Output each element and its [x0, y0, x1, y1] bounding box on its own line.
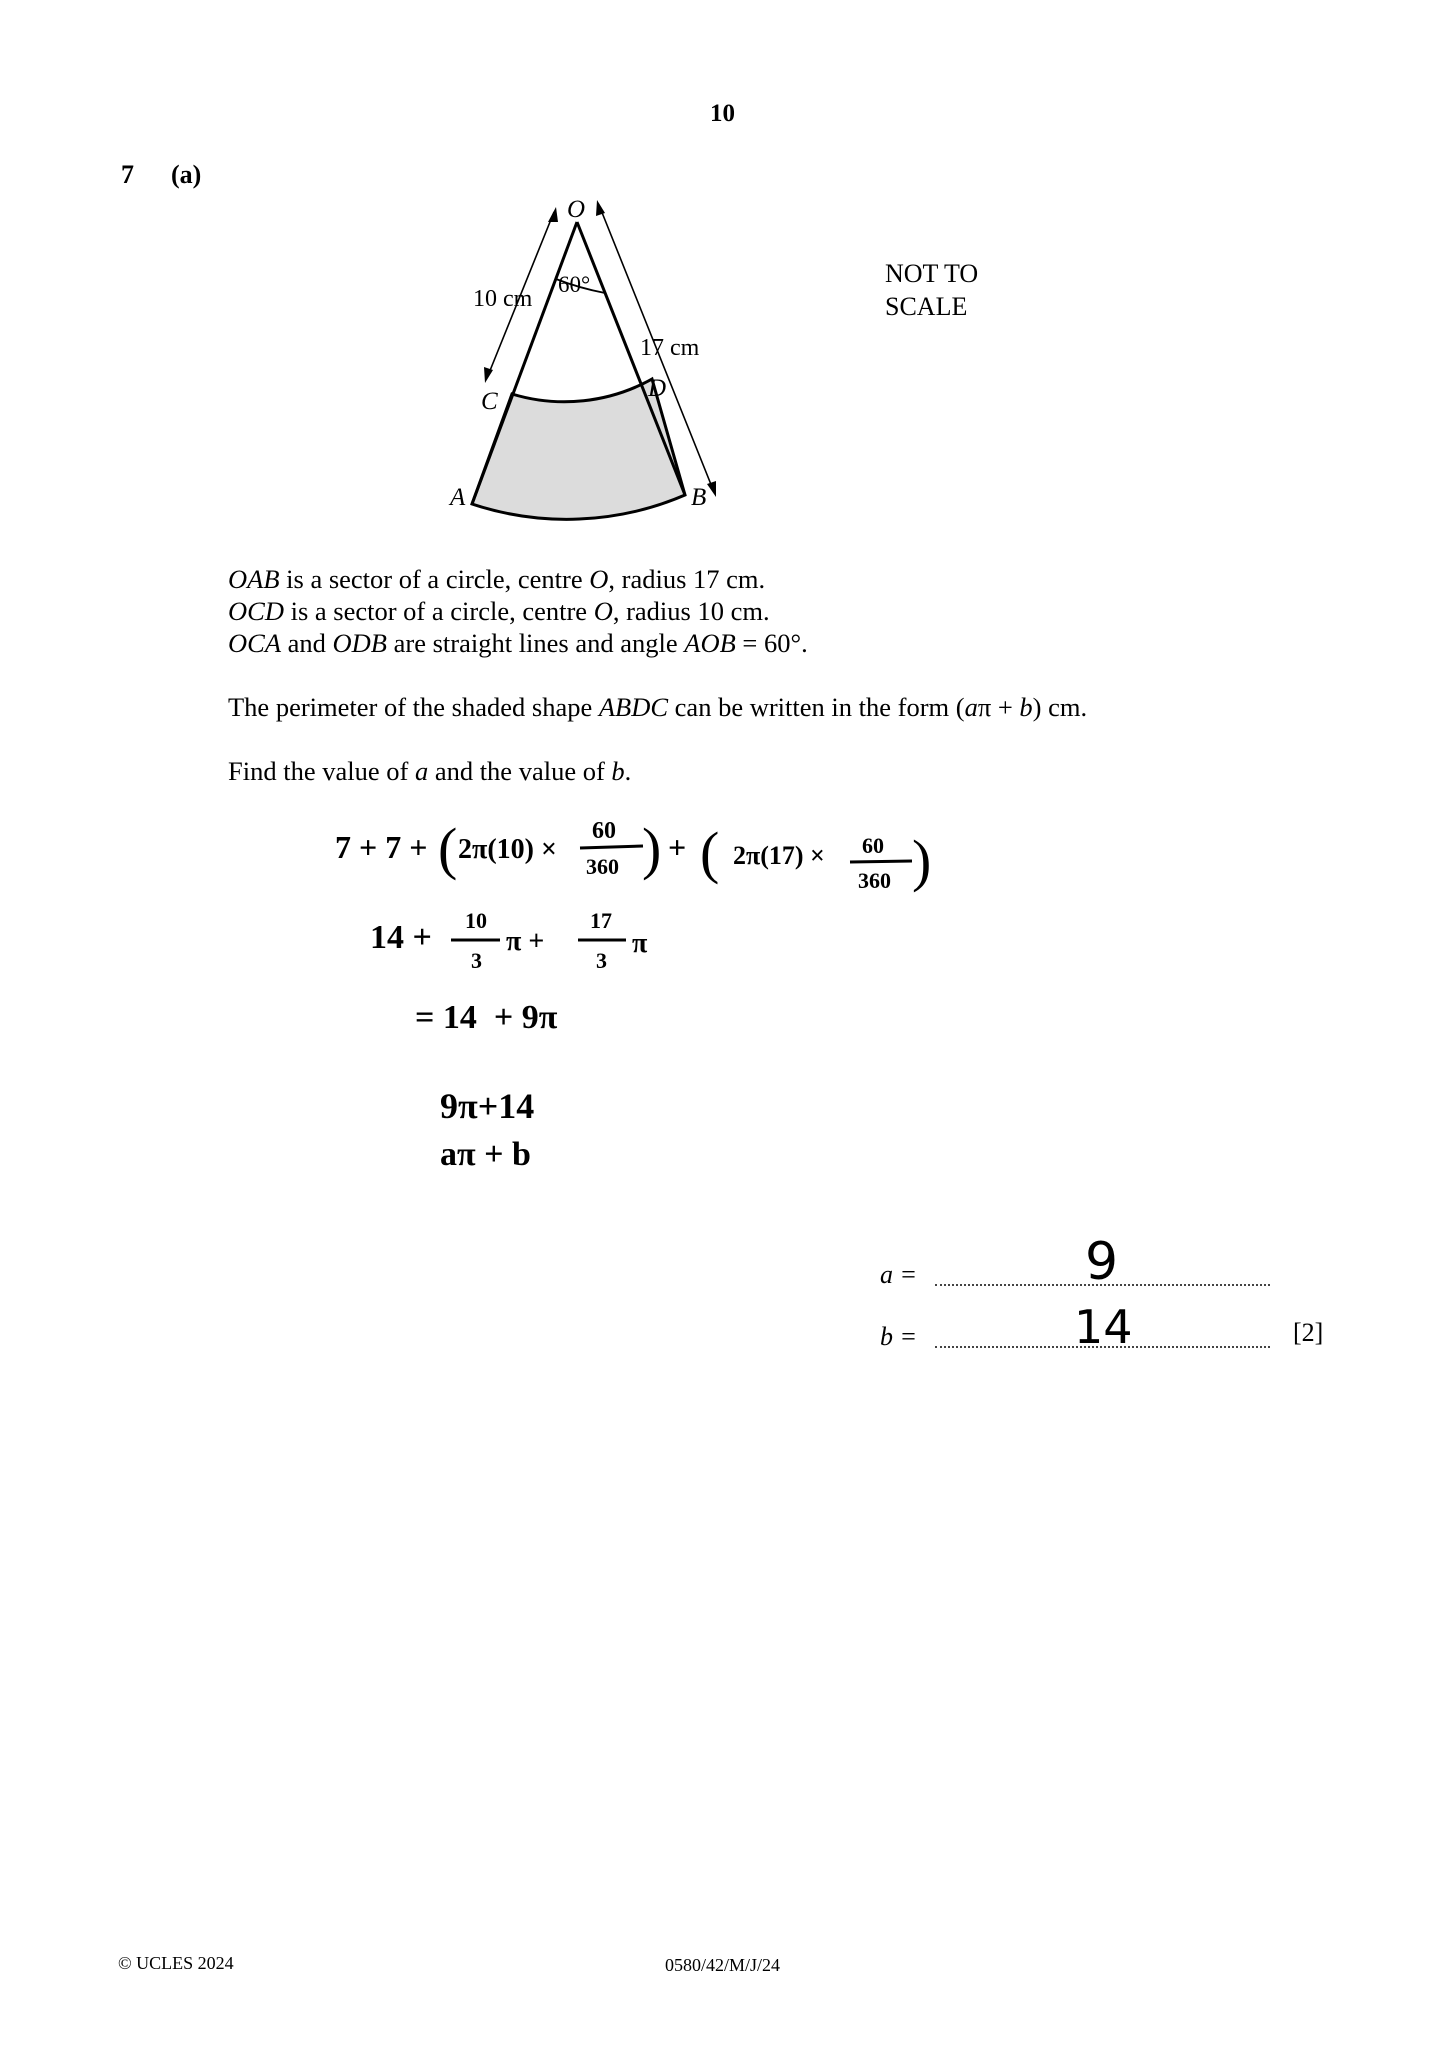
sector-diagram	[420, 185, 760, 530]
short-radius-label: 10 cm	[473, 286, 533, 312]
arrowhead-icon	[707, 481, 716, 497]
arrowhead-icon	[484, 367, 493, 383]
working-line2-start: 14 +	[370, 919, 441, 956]
question-part: (a)	[171, 160, 202, 189]
close-paren-1: )	[642, 816, 662, 881]
fraction1-numerator: 60	[592, 818, 616, 844]
arrowhead-icon	[596, 200, 605, 216]
label-b: B	[691, 484, 707, 511]
paper-code: 0580/42/M/J/24	[664, 1955, 780, 1975]
working-line2-end: π	[632, 928, 648, 959]
not-to-scale-note: NOT TO SCALE	[885, 259, 979, 321]
question-number: 7	[121, 160, 134, 189]
fraction2-denominator: 360	[858, 868, 891, 893]
working-plus: +	[668, 829, 687, 865]
fraction3-numerator: 10	[465, 908, 487, 933]
arrowhead-icon	[548, 207, 558, 222]
label-d: D	[648, 375, 667, 402]
statement-straight-lines: OCA and ODB are straight lines and angle AOB = 60°.	[228, 628, 808, 658]
statement-oab: OAB is a sector of a circle, centre O, radius 17 cm.	[228, 564, 766, 594]
answer-a-label: a =	[880, 1260, 918, 1289]
working-line1-term1: 2π(10) ×	[458, 834, 564, 865]
fraction3-denominator: 3	[471, 948, 482, 973]
statement-ocd: OCD is a sector of a circle, centre O, radius 10 cm.	[228, 596, 770, 626]
marks-allocation: [2]	[1293, 1318, 1324, 1347]
label-c: C	[481, 388, 498, 415]
page-number: 10	[710, 100, 735, 127]
answer-b-label: b =	[880, 1322, 918, 1351]
angle-label: 60°	[558, 272, 591, 297]
handwritten-working	[320, 800, 980, 1180]
working-line1-term2: 2π(17) ×	[733, 841, 832, 870]
working-line2-mid: π +	[506, 926, 552, 957]
fraction2-bar	[850, 861, 912, 862]
perimeter-statement: The perimeter of the shaded shape ABDC can be written in the form (aπ + b) cm.	[228, 692, 1088, 722]
working-line4: 9π+14	[440, 1086, 535, 1126]
fraction2-numerator: 60	[862, 833, 884, 858]
fraction4-numerator: 17	[590, 908, 612, 933]
fraction1-denominator: 360	[586, 854, 619, 879]
open-paren-2: (	[700, 820, 720, 885]
working-line1-start: 7 + 7 +	[335, 829, 436, 865]
close-paren-2: )	[912, 828, 932, 893]
find-instruction: Find the value of a and the value of b.	[228, 756, 632, 786]
label-o: O	[567, 196, 586, 223]
working-line5: aπ + b	[440, 1136, 531, 1173]
answer-a-value: 9	[1085, 1232, 1119, 1292]
fraction1-bar	[580, 846, 643, 848]
working-line3: = 14 + 9π	[415, 999, 558, 1036]
open-paren-1: (	[438, 816, 458, 881]
answer-b-value: 14	[1074, 1300, 1133, 1354]
fraction4-denominator: 3	[596, 948, 607, 973]
copyright: © UCLES 2024	[118, 1953, 234, 1973]
long-radius-label: 17 cm	[640, 335, 700, 361]
label-a: A	[450, 484, 466, 511]
